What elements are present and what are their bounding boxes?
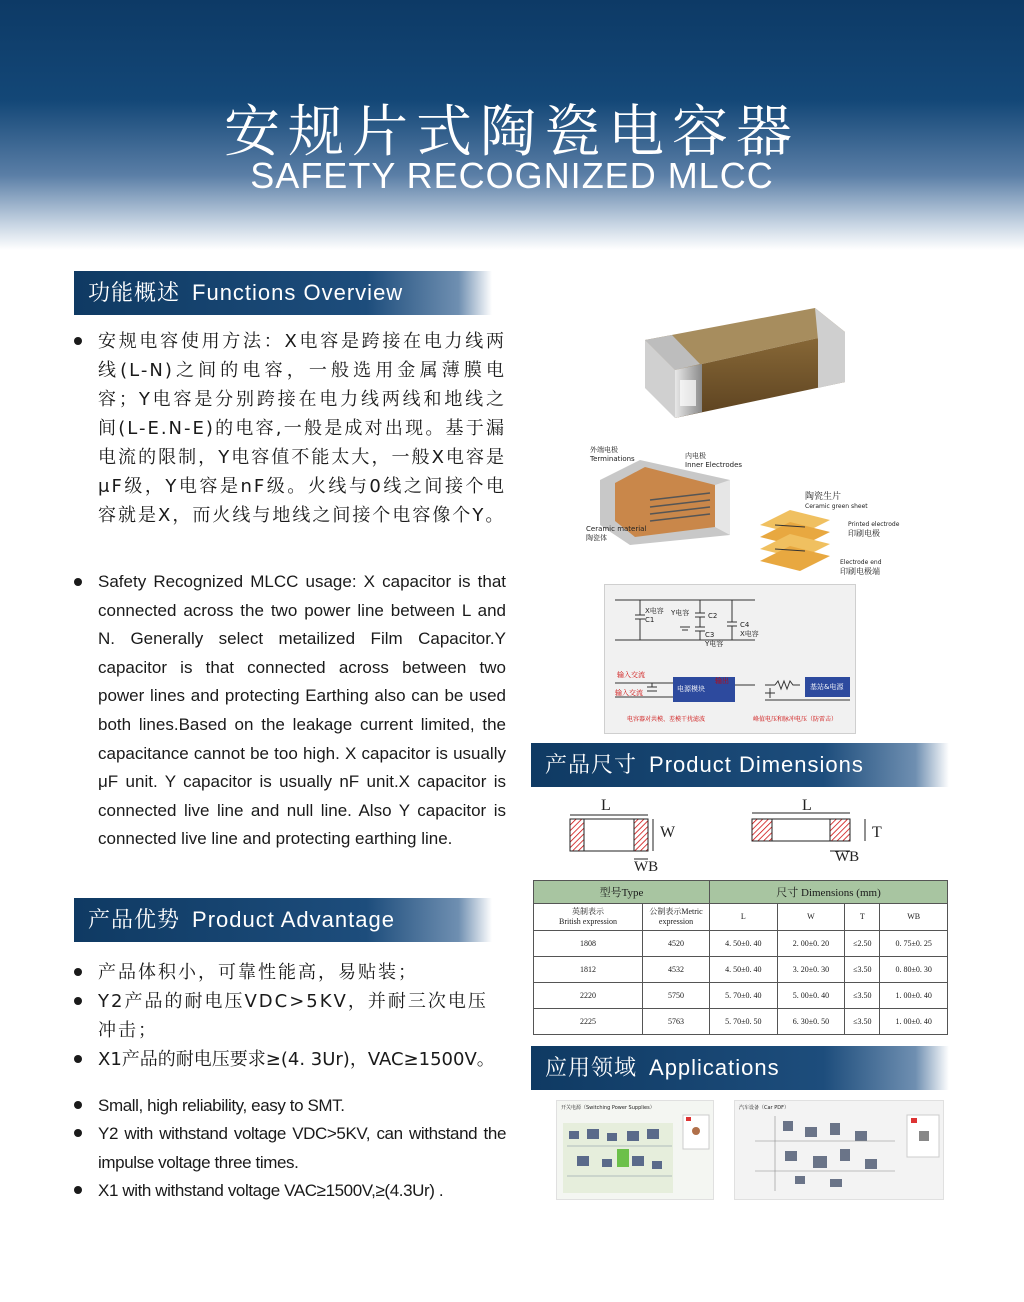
circuit-lines	[605, 585, 855, 733]
cell-T: ≤3.50	[845, 957, 880, 983]
app1-caption: 开关电源（Switching Power Supplies）	[561, 1105, 655, 1111]
green-sheet-diagram	[760, 505, 840, 575]
advantage-item	[74, 987, 506, 1045]
label-green-sheet: 陶瓷生片 Ceramic green sheet	[805, 492, 868, 510]
dim-W: W	[660, 824, 676, 841]
cell-british: 2220	[534, 983, 643, 1009]
section-dimensions-en: Product Dimensions	[649, 752, 864, 777]
label-terminations: 外端电极 Terminations	[590, 446, 635, 463]
sub-WB: WB	[880, 904, 948, 931]
circuit-output: 输出	[715, 677, 729, 685]
dim-L-right: L	[802, 797, 812, 814]
sub-british: 英制表示 British expression	[534, 904, 643, 931]
bullet-dot	[74, 337, 82, 345]
cell-WB: 1. 00±0. 40	[880, 1009, 948, 1035]
advantage-text: X1产品的耐电压要求≥(4. 3Ur)，VAC≥1500V。	[98, 1049, 495, 1070]
cell-british: 1812	[534, 957, 643, 983]
circuit-note-left: 电容器对共模、差模干扰滤波	[627, 716, 706, 723]
circuit-c3: C3 Y电容	[705, 631, 724, 648]
cell-W: 2. 00±0. 20	[777, 931, 845, 957]
sub-L: L	[710, 904, 778, 931]
dim-L-left: L	[601, 797, 611, 814]
bullet-dot	[74, 968, 82, 976]
bullet-dot	[74, 1129, 82, 1137]
section-functions-en: Functions Overview	[192, 280, 404, 305]
circuit-input-1: 输入交流	[617, 671, 645, 679]
hero-banner	[0, 0, 1024, 250]
cell-W: 3. 20±0. 30	[777, 957, 845, 983]
app1-schematic	[557, 1101, 713, 1199]
sub-metric: 公制表示Metric expression	[643, 904, 710, 931]
bullet-dot	[74, 1186, 82, 1194]
cell-L: 4. 50±0. 40	[710, 957, 778, 983]
circuit-diagram	[604, 584, 856, 734]
section-dimensions-cn: 产品尺寸	[545, 753, 638, 778]
advantage-text: X1 with withstand voltage VAC≥1500V,≥(4.3Ur) .	[98, 1181, 444, 1200]
section-advantage-cn: 产品优势	[88, 908, 181, 933]
table-subhead-row	[534, 904, 948, 931]
bullet-dot	[74, 997, 82, 1005]
functions-text-en: Safety Recognized MLCC usage: X capacitor is that connected across the two power line between L and N. Generally select metailized Film Capacitor.Y capacitor is that connected across between two power lines and protecting Earthing also can be used both lines.Based on the leakage current limited, the capacitance cannot be too high. X capacitor is usually μF unit. Y capacitor is usually nF unit.X capacitor is connected live line and null line. Also Y capacitor is connected live line and protecting earthing line.	[98, 572, 506, 849]
bullet-dot	[74, 578, 82, 586]
circuit-y-cap: Y电容	[671, 609, 690, 617]
cell-metric: 4532	[643, 957, 710, 983]
sub-T: T	[845, 904, 880, 931]
section-advantage-header	[74, 898, 492, 942]
advantage-text: Small, high reliability, easy to SMT.	[98, 1096, 345, 1115]
cell-T: ≤2.50	[845, 931, 880, 957]
title-en: SAFETY RECOGNIZED MLCC	[250, 155, 774, 196]
advantage-text: Y2 with withstand voltage VDC>5KV, can withstand the impulse voltage three times.	[98, 1124, 506, 1172]
section-dimensions-header	[531, 743, 949, 787]
sub-W: W	[777, 904, 845, 931]
advantage-item	[74, 1092, 506, 1121]
advantage-item	[74, 1177, 506, 1206]
circuit-x-cap: X电容 C1	[645, 607, 664, 624]
section-advantage-en: Product Advantage	[192, 907, 395, 932]
advantage-text: Y2产品的耐电压VDC>5KV，并耐三次电压冲击；	[98, 991, 488, 1041]
cell-W: 6. 30±0. 50	[777, 1009, 845, 1035]
advantage-item	[74, 1120, 506, 1177]
circuit-power-module: 电源模块	[677, 685, 705, 693]
cell-british: 2225	[534, 1009, 643, 1035]
cell-WB: 0. 75±0. 25	[880, 931, 948, 957]
app2-schematic	[735, 1101, 943, 1199]
cell-T: ≤3.50	[845, 1009, 880, 1035]
section-applications-header	[531, 1046, 949, 1090]
cell-WB: 1. 00±0. 40	[880, 983, 948, 1009]
label-inner-electrodes: 内电极 Inner Electrodes	[685, 452, 743, 469]
cell-metric: 4520	[643, 931, 710, 957]
cell-L: 4. 50±0. 40	[710, 931, 778, 957]
head-type: 型号Type	[534, 881, 710, 904]
functions-text-cn: 安规电容使用方法：X电容是跨接在电力线两线(L-N)之间的电容，一般选用金属薄膜电容；Y电容是分别跨接在电力线两线和地线之间(L-E.N-E)的电容,一般是成对出现。基于漏电流的限制，Y电容值不能太大，一般X电容是μF级，Y电容是nF级。火线与0线之间接个电容就是X，而火线与地线之间接个电容像个Y。	[98, 331, 506, 526]
circuit-c2: C2	[708, 612, 718, 620]
functions-bullet-en	[74, 568, 506, 854]
circuit-load: 基站&电源	[810, 683, 844, 691]
dim-WB-left: WB	[634, 859, 659, 875]
bullet-dot	[74, 1101, 82, 1109]
section-functions-cn: 功能概述	[88, 281, 181, 306]
dimensions-table	[533, 880, 948, 1035]
app2-caption: 汽车设备（Car PDF）	[739, 1105, 789, 1111]
dim-T: T	[872, 824, 882, 841]
advantage-text: 产品体积小，可靠性能高，易贴装；	[98, 962, 418, 983]
label-electrode-end: Electrode end 印刷电极端	[840, 559, 882, 576]
functions-bullet-cn	[74, 327, 506, 530]
application-car-pdf	[734, 1100, 944, 1200]
cell-L: 5. 70±0. 50	[710, 1009, 778, 1035]
cell-metric: 5750	[643, 983, 710, 1009]
table-row	[534, 1009, 948, 1035]
cell-T: ≤3.50	[845, 983, 880, 1009]
table-row	[534, 983, 948, 1009]
cell-metric: 5763	[643, 1009, 710, 1035]
circuit-input-2: 输入交流	[615, 689, 643, 697]
label-ceramic: Ceramic material 陶瓷体	[586, 525, 647, 542]
cell-WB: 0. 80±0. 30	[880, 957, 948, 983]
mlcc-chip-image	[640, 300, 850, 420]
label-printed-electrode: Printed electrode 印刷电极	[848, 521, 900, 538]
section-functions-header	[74, 271, 492, 315]
section-applications-cn: 应用领域	[545, 1056, 638, 1081]
head-dimensions: 尺寸 Dimensions (mm)	[710, 881, 948, 904]
circuit-note-right: 峰值电压和脉冲电压（防雷击）	[753, 716, 838, 723]
table-row	[534, 931, 948, 957]
cell-L: 5. 70±0. 40	[710, 983, 778, 1009]
table-row	[534, 957, 948, 983]
cell-british: 1808	[534, 931, 643, 957]
bullet-dot	[74, 1055, 82, 1063]
cell-W: 5. 00±0. 40	[777, 983, 845, 1009]
title-cn: 安规片式陶瓷电容器	[224, 100, 800, 165]
advantage-item	[74, 1045, 506, 1074]
advantage-item	[74, 958, 506, 987]
application-switching-power	[556, 1100, 714, 1200]
dim-WB-right: WB	[835, 849, 860, 865]
circuit-c4: C4 X电容	[740, 621, 759, 638]
table-head-row	[534, 881, 948, 904]
section-applications-en: Applications	[649, 1055, 780, 1080]
